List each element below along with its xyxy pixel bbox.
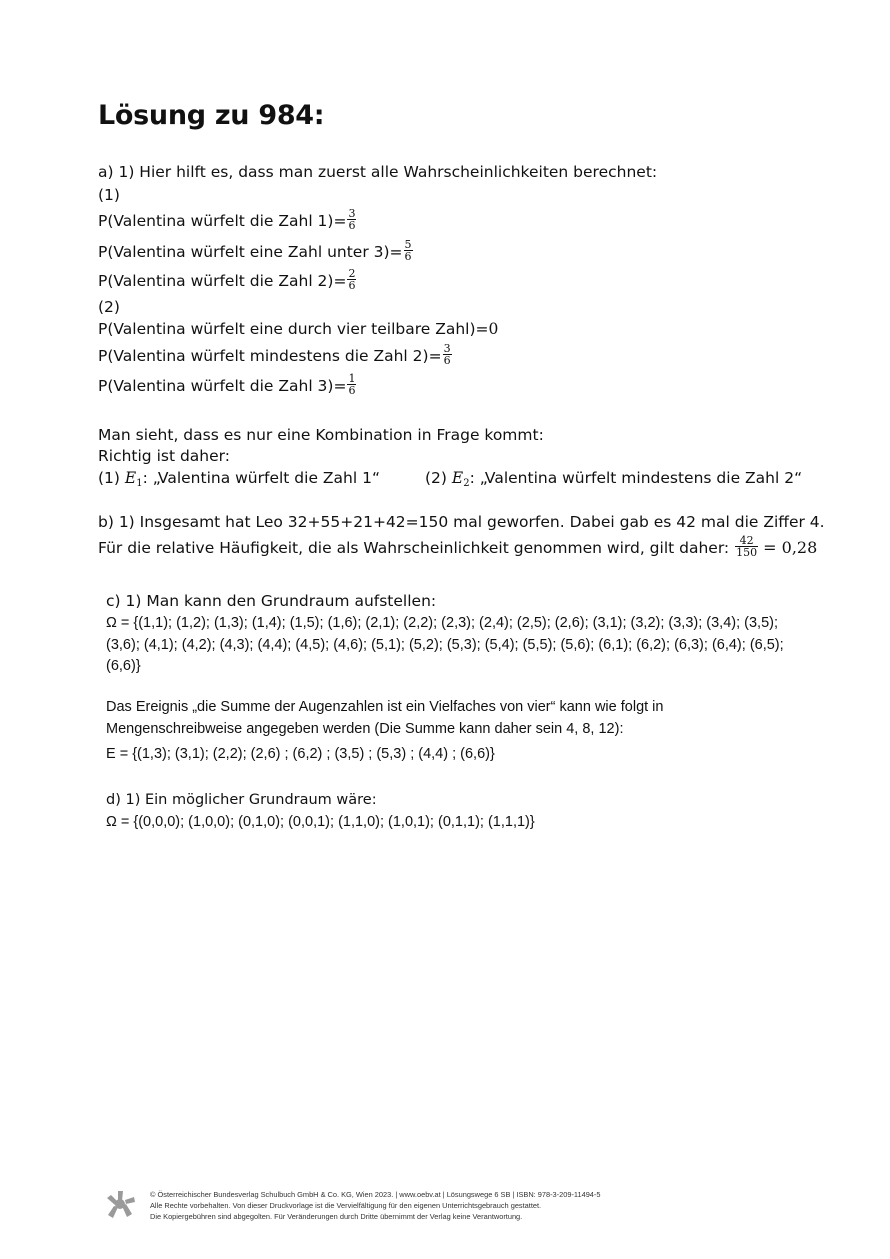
part-d-sample-space: Ω = {(0,0,0); (1,0,0); (0,1,0); (0,0,1); (1,1,0); (1,0,1); (0,1,1); (1,1,1)} — [106, 814, 535, 830]
probability-text: P(Valentina würfelt die Zahl 3)= — [98, 377, 347, 395]
event-subscript: 2 — [463, 478, 470, 489]
probability-line-2 — [98, 238, 413, 264]
sample-space-line-3: (6,6)} — [106, 658, 141, 674]
probability-value: 0 — [488, 320, 499, 338]
fraction — [404, 239, 413, 262]
event-letter: E — [124, 469, 137, 487]
probability-line-1 — [98, 207, 356, 233]
event-set: E = {(1,3); (3,1); (2,2); (2,6) ; (6,2) ; (3,5) ; (5,3) ; (4,4) ; (6,6)} — [106, 746, 495, 762]
probability-text: P(Valentina würfelt die Zahl 1)= — [98, 212, 347, 230]
part-d-line-1: d) 1) Ein möglicher Grundraum wäre: — [106, 792, 377, 808]
answer-prefix: (1) — [98, 469, 125, 487]
part-a-group2-label: (2) — [98, 298, 120, 316]
fraction-denominator: 6 — [348, 384, 356, 397]
fraction-denominator: 6 — [348, 279, 356, 292]
fraction-numerator: 2 — [348, 267, 356, 280]
probability-line-5 — [98, 342, 452, 368]
event-subscript: 1 — [136, 478, 143, 489]
event-variable — [125, 469, 143, 487]
sample-space-line-2: (3,6); (4,1); (4,2); (4,3); (4,4); (4,5); (4,6); (5,1); (5,2); (5,3); (5,4); (5,5); (5,6); (6,1); (6,2); (6,3); (6,4); (6,5); — [106, 637, 784, 653]
part-b-line-1: b) 1) Insgesamt hat Leo 32+55+21+42=150 mal geworfen. Dabei gab es 42 mal die Ziffer 4. — [98, 513, 825, 531]
part-b-text: Für die relative Häufigkeit, die als Wahrscheinlichkeit genommen wird, gilt daher: — [98, 539, 735, 557]
footer-copyright: © Österreichischer Bundesverlag Schulbuch GmbH & Co. KG, Wien 2023. | www.oebv.at | Lösungswege 6 SB | ISBN: 978-3-209-11494-5 — [150, 1190, 601, 1199]
fraction — [347, 208, 356, 231]
answer-prefix: (2) — [425, 469, 452, 487]
probability-line-3 — [98, 267, 356, 293]
part-a-group1-label: (1) — [98, 186, 120, 204]
fraction — [347, 268, 356, 291]
fraction-numerator: 3 — [443, 342, 451, 355]
fraction-denominator: 150 — [736, 546, 758, 559]
fraction-denominator: 6 — [404, 250, 412, 263]
fraction — [735, 535, 758, 558]
answer-2 — [425, 468, 802, 494]
part-b-line-2 — [98, 534, 818, 560]
footer-rights: Alle Rechte vorbehalten. Von dieser Druckvorlage ist die Vervielfältigung für den eigenen Unterrichtsgebrauch gestattet. — [150, 1201, 542, 1210]
probability-text: P(Valentina würfelt die Zahl 2)= — [98, 272, 347, 290]
footer-disclaimer: Die Kopiergebühren sind abgegolten. Für Veränderungen durch Dritte übernimmt der Verlag keine Verantwortung. — [150, 1212, 523, 1221]
answer-text: : „Valentina würfelt mindestens die Zahl 2“ — [469, 469, 803, 487]
fraction-denominator: 6 — [348, 219, 356, 232]
probability-text: P(Valentina würfelt eine Zahl unter 3)= — [98, 243, 403, 261]
event-description-1: Das Ereignis „die Summe der Augenzahlen ist ein Vielfaches von vier“ kann wie folgt in — [106, 699, 664, 715]
probability-line-6 — [98, 372, 356, 398]
page-title: Lösung zu 984: — [98, 100, 325, 131]
fraction — [443, 343, 452, 366]
fraction-numerator: 42 — [735, 535, 758, 547]
sample-space-line-1: Ω = {(1,1); (1,2); (1,3); (1,4); (1,5); (1,6); (2,1); (2,2); (2,3); (2,4); (2,5); (2,6); (3,1); (3,2); (3,3); (3,4); (3,5); — [106, 615, 778, 631]
fraction-numerator: 1 — [348, 372, 356, 385]
part-a-conclusion-2: Richtig ist daher: — [98, 447, 230, 465]
fraction-numerator: 3 — [348, 207, 356, 220]
answer-1 — [98, 468, 380, 494]
part-a-conclusion-1: Man sieht, dass es nur eine Kombination in Frage kommt: — [98, 426, 544, 444]
fraction-denominator: 6 — [443, 354, 451, 367]
asterisk-logo-icon — [104, 1189, 136, 1221]
fraction-numerator: 5 — [404, 238, 412, 251]
fraction — [347, 373, 356, 396]
answer-text: : „Valentina würfelt die Zahl 1“ — [142, 469, 380, 487]
part-c-line-1: c) 1) Man kann den Grundraum aufstellen: — [106, 592, 437, 610]
probability-text: P(Valentina würfelt eine durch vier teilbare Zahl)= — [98, 320, 489, 338]
probability-text: P(Valentina würfelt mindestens die Zahl 2)= — [98, 347, 442, 365]
event-description-2: Mengenschreibweise angegeben werden (Die Summe kann daher sein 4, 8, 12): — [106, 721, 624, 737]
part-b-result: = 0,28 — [758, 538, 818, 557]
part-a-intro: a) 1) Hier hilft es, dass man zuerst alle Wahrscheinlichkeiten berechnet: — [98, 163, 658, 181]
event-variable — [452, 469, 470, 487]
event-letter: E — [451, 469, 464, 487]
probability-line-4 — [98, 319, 498, 339]
